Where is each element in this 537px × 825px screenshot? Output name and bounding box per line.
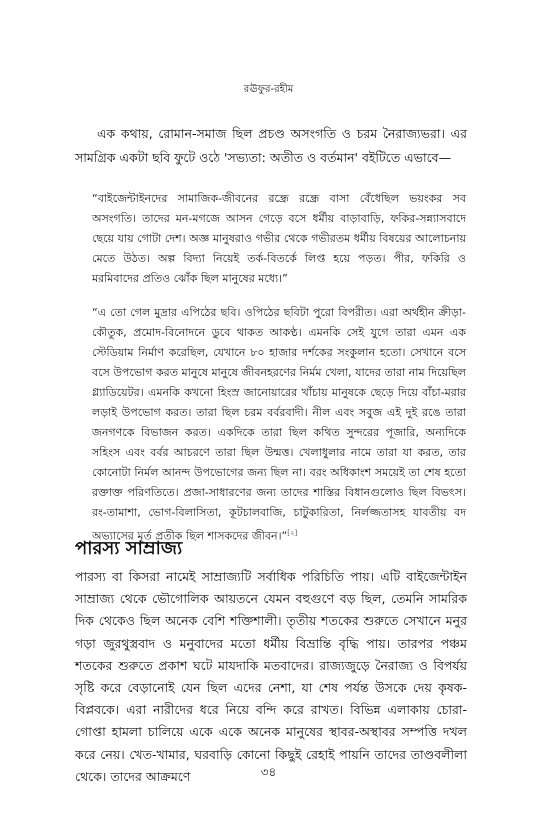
section-body-paragraph: পারস্য বা কিসরা নামেই সাম্রাজ্যটি সর্বাধিক পরিচিতি পায়। এটি বাইজেন্টাইন সাম্রাজ্য থেকে ভৌগোলিক আয়তনে যেমন বহুগুণে বড় ছিল, তেমনি সামরিক দিক থেকেও ছিল অনেক বেশি শক্তিশালী। তৃতীয় শতকের শুরুতে সেখানে মনুর গড়া জুরথুস্ত্রবাদ ও মনুবাদের মতো ধর্মীয় বিভ্রান্তি বৃদ্ধি পায়। তারপর পঞ্চম শতকের শুরুতে প্রকাশ ঘটে মাযদাকি মতবাদের। রাজ্যজুড়ে নৈরাজ্য ও বিপর্যয় সৃষ্টি করে বেড়ানোই যেন ছিল এদের নেশা, যা শেষ পর্যন্ত উসকে দেয় কৃষক-বিপ্লবকে। এরা নারীদের ধরে নিয়ে বন্দি করে রাখত। বিভিন্ন এলাকায় চোরা-গোপ্তা হামলা চালিয়ে একে একে অনেক মানুষের স্থাবর-অস্থাবর সম্পত্তি দখল করে নেয়। খেত-খামার, ঘরবাড়ি কোনো কিছুই রেহাই পায়নি তাদের তাণ্ডবলীলা থেকে। তাদের আক্রমণে <box>75 569 467 784</box>
block-quote-2-text: “এ তো গেল মুদ্রার এপিঠের ছবি। ওপিঠের ছবিটা পুরো বিপরীত। এরা অর্থহীন ক্রীড়া-কৌতুক, প্রমোদ-বিনোদনে ডুবে থাকত আকণ্ঠ। এমনকি সেই যুগে তারা এমন এক স্টেডিয়াম নির্মাণ করেছিল, যেখানে ৮০ হাজার দর্শকের সংকুলান হতো। সেখানে বসে বসে উপভোগ করত মানুষে মানুষে জীবনহরণের নির্মম খেলা, যাদের তারা নাম দিয়েছিল গ্ল্যাডিয়েটর। এমনকি কখনো হিংস্র জানোয়ারের খাঁচায় মানুষকে ছেড়ে দিয়ে বাঁচা-মরার লড়াই উপভোগ করত। তারা ছিল চরম বর্বরবাদী। নীল এবং সবুজ এই দুই রঙে তারা জনগণকে বিভাজন করত। একদিকে তারা ছিল কথিত সুন্দরের পূজারি, অন্যদিকে সহিংস এবং বর্বর আচরণে তারা ছিল উন্মত্ত। খেলাধুলার নামে তারা যা করত, তার কোনোটা নির্মল আনন্দ উপভোগের জন্য ছিল না। বরং অধিকাংশ সময়েই তা শেষ হতো রক্তাক্ত পরিণতিতে। প্রজা-সাধারণের জন্য তাদের শাস্তির বিধানগুলোও ছিল বিভৎস। রং-তামাশা, ভোগ-বিলাসিতা, কূটচালবাজি, চাটুকারিতা, নির্লজ্জতাসহ যাবতীয় বদ অভ্যাসের মূর্ত প্রতীক ছিল শাসকদের জীবন।” <box>92 306 466 543</box>
footnote-ref[interactable]: [২] <box>287 529 298 537</box>
intro-paragraph: এক কথায়, রোমান-সমাজ ছিল প্রচণ্ড অসংগতি ও চরম নৈরাজ্যভরা। এর সামগ্রিক একটা ছবি ফুটে ওঠে 'সভ্যতা: অতীত ও বর্তমান' বইটিতে এভাবে— <box>75 126 467 165</box>
section-heading: পারস্য সাম্রাজ্য <box>75 538 183 559</box>
running-head: রঊফুর-রহীম <box>243 84 294 95</box>
page-number: ৩৪ <box>260 765 277 779</box>
block-quote-2 <box>92 303 466 547</box>
block-quote-1: “বাইজেন্টাইনদের সামাজিক-জীবনের রন্ধ্রে রন্ধ্রে বাসা বেঁধেছিল ভয়ংকর সব অসংগতি। তাদের মন-মগজে আসন গেড়ে বসে ধর্মীয় বাড়াবাড়ি, ফকির-সন্ন্যাসবাদে ছেয়ে যায় গোটা দেশ। অজ্ঞ মানুষরাও গভীর থেকে গভীরতম ধর্মীয় বিষয়ের আলোচনায় মেতে উঠত। অল্প বিদ্যা নিয়েই তর্ক-বিতর্কে লিপ্ত হয়ে পড়ত। পীর, ফকিরি ও মরমিবাদের প্রতিও ঝোঁক ছিল মানুষের মধ্যে।” <box>92 192 466 285</box>
